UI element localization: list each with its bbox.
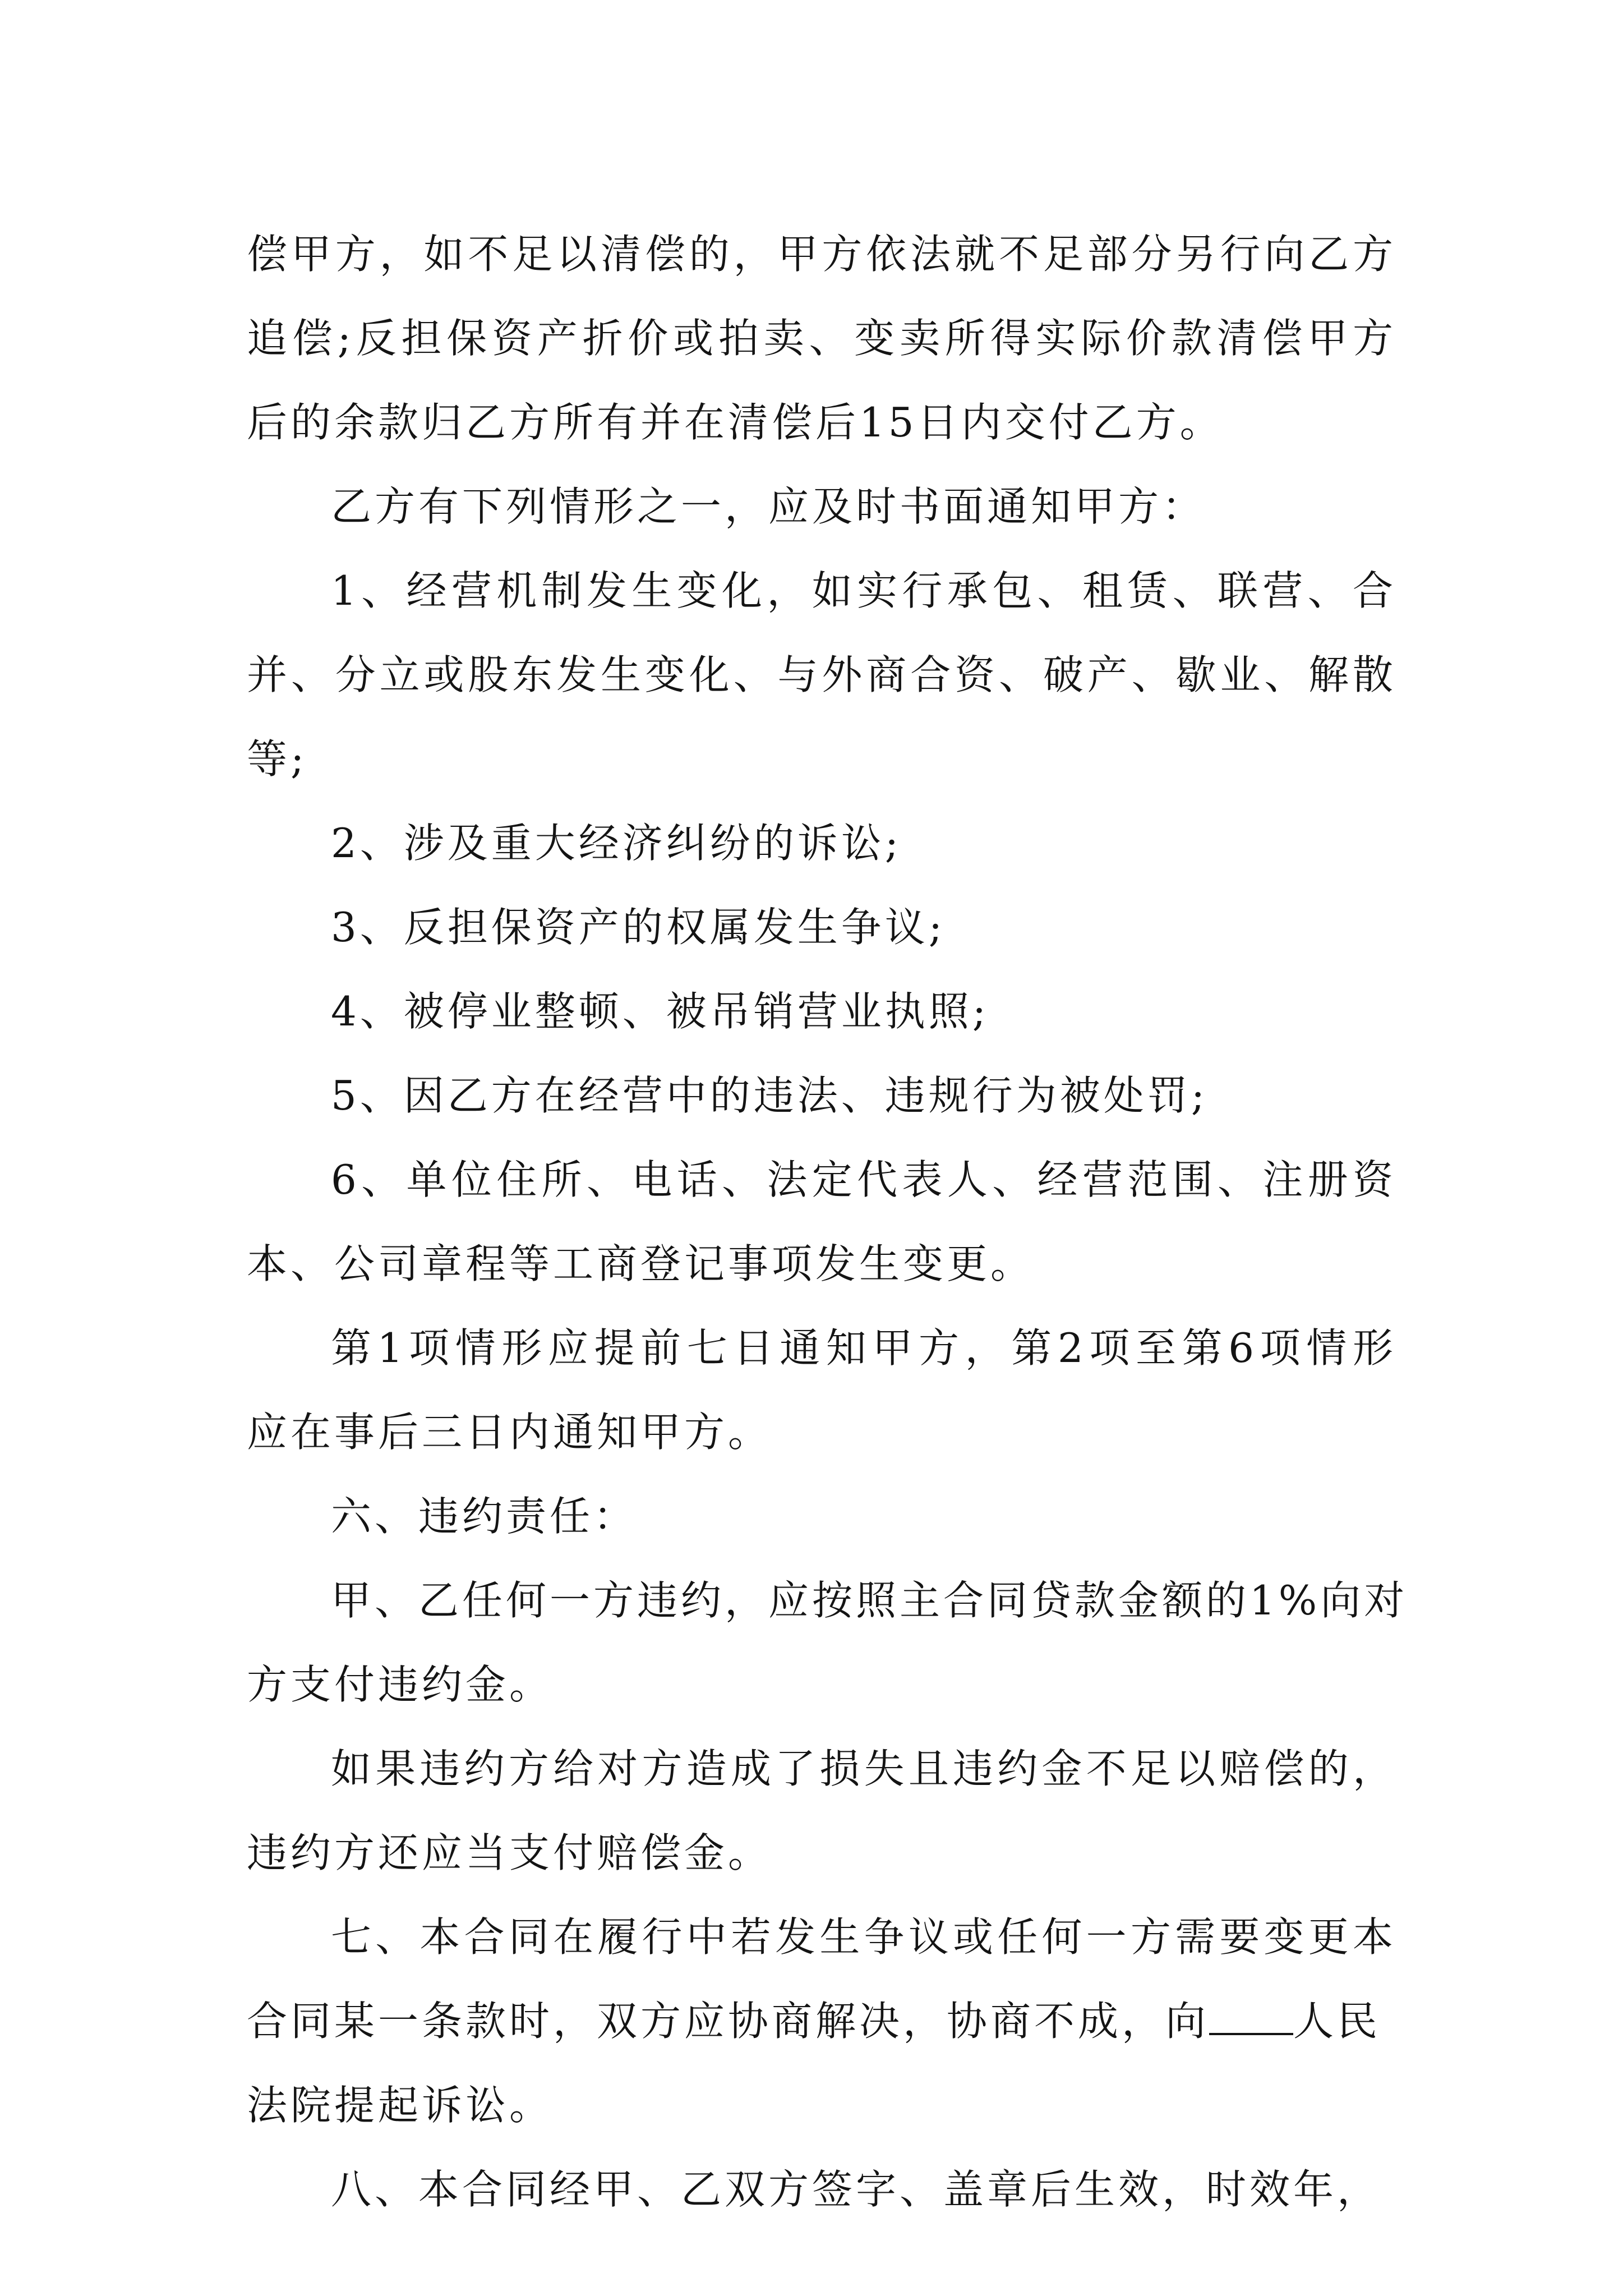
list-item-5: 5、因乙方在经营中的违法、违规行为被处罚; [331,1072,1209,1119]
paragraph-line: 乙方有下列情形之一，应及时书面通知甲方： [331,483,1206,530]
list-item-1-line: 并、分立或股东发生变化、与外商合资、破产、歇业、解散 [247,651,1396,698]
list-item-6-line: 6、单位住所、电话、法定代表人、经营范围、注册资 [331,1156,1396,1203]
section-7-text: 人民 [1293,1998,1381,2045]
section-7-line [247,1979,1396,2063]
paragraph-line: 第1项情形应提前七日通知甲方，第2项至第6项情形 [331,1324,1396,1372]
section-7-line: 七、本合同在履行中若发生争议或任何一方需要变更本 [331,1913,1396,1961]
section-7-line: 法院提起诉讼。 [247,2082,554,2129]
list-item-1-line: 1、经营机制发生变化，如实行承包、租赁、联营、合 [331,567,1396,614]
paragraph-line: 方支付违约金。 [247,1661,554,1708]
court-name-blank [1209,1997,1293,2035]
list-item-1-line: 等; [247,735,308,783]
document-body [247,212,1408,2231]
paragraph-line: 如果违约方给对方造成了损失且违约金不足以赔偿的， [331,1745,1396,1792]
list-item-2: 2、涉及重大经济纠纷的诉讼; [331,820,902,867]
paragraph-line: 后的余款归乙方所有并在清偿后15日内交付乙方。 [247,399,1224,446]
section-7-text: 合同某一条款时，双方应协商解决，协商不成，向 [247,1998,1210,2045]
paragraph-line: 甲、乙任何一方违约，应按照主合同贷款金额的1%向对 [331,1577,1408,1624]
paragraph-line: 追偿;反担保资产折价或拍卖、变卖所得实际价款清偿甲方 [247,315,1396,362]
section-heading-6: 六、违约责任： [331,1493,638,1540]
paragraph-line: 违约方还应当支付赔偿金。 [247,1829,772,1876]
paragraph-line: 偿甲方，如不足以清偿的，甲方依法就不足部分另行向乙方 [247,231,1396,278]
list-item-4: 4、被停业整顿、被吊销营业执照; [331,988,990,1035]
list-item-3: 3、反担保资产的权属发生争议; [331,904,946,951]
list-item-6-line: 本、公司章程等工商登记事项发生变更。 [247,1240,1035,1287]
paragraph-line: 应在事后三日内通知甲方。 [247,1409,772,1456]
section-8-line: 八、本合同经甲、乙双方签字、盖章后生效，时效年， [331,2166,1381,2213]
